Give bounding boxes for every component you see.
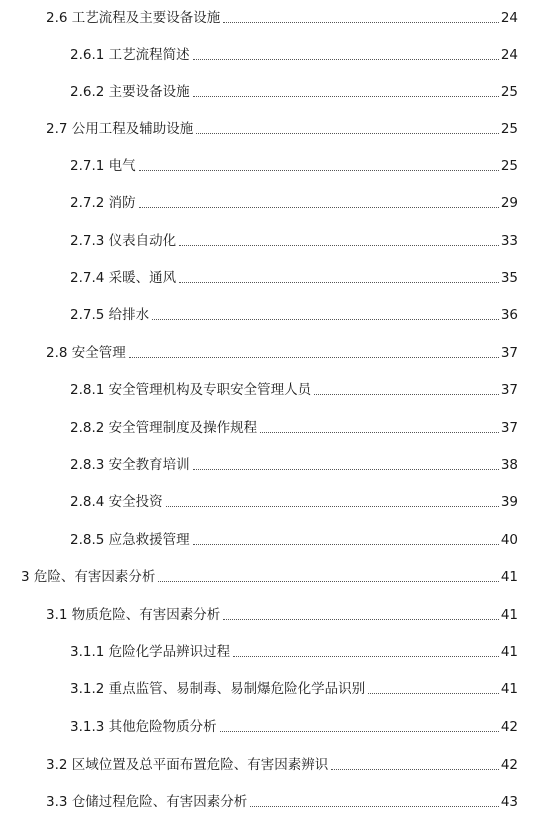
toc-entry-page: 38 (500, 457, 518, 473)
toc-entry-page: 41 (500, 607, 518, 623)
toc-entry-page: 40 (500, 532, 518, 548)
toc-entry-title: 2.8.4 安全投资 (70, 494, 163, 510)
toc-dot-leader (196, 133, 499, 134)
toc-dot-leader (129, 357, 499, 358)
toc-entry-page: 41 (500, 569, 518, 585)
toc-entry[interactable] (70, 456, 518, 474)
toc-dot-leader (223, 22, 499, 23)
toc-dot-leader (331, 769, 499, 770)
toc-entry[interactable] (46, 793, 518, 811)
toc-entry-title: 2.7.1 电气 (70, 158, 136, 174)
toc-entry-page: 43 (500, 794, 518, 810)
toc-entry-page: 25 (500, 158, 518, 174)
toc-dot-leader (368, 693, 499, 694)
toc-dot-leader (193, 544, 499, 545)
toc-entry-title: 3.1.1 危险化学品辨识过程 (70, 644, 231, 660)
toc-entry-title: 3.3 仓储过程危险、有害因素分析 (46, 794, 248, 810)
toc-dot-leader (179, 282, 499, 283)
toc-entry[interactable] (70, 46, 518, 64)
toc-entry-page: 24 (500, 10, 518, 26)
toc-entry-title: 2.7.3 仪表自动化 (70, 233, 177, 249)
toc-entry-title: 2.8.3 安全教育培训 (70, 457, 190, 473)
toc-entry-title: 2.7.5 给排水 (70, 307, 150, 323)
toc-entry[interactable] (70, 157, 518, 175)
toc-entry[interactable] (70, 306, 518, 324)
toc-entry-page: 24 (500, 47, 518, 63)
toc-entry-title: 3 危险、有害因素分析 (21, 569, 156, 585)
toc-entry-title: 3.1 物质危险、有害因素分析 (46, 607, 221, 623)
toc-entry-page: 37 (500, 382, 518, 398)
toc-entry[interactable] (70, 269, 518, 287)
toc-dot-leader (233, 656, 499, 657)
toc-entry-title: 2.6.1 工艺流程简述 (70, 47, 190, 63)
toc-dot-leader (193, 469, 499, 470)
toc-entry-page: 25 (500, 84, 518, 100)
toc-entry-title: 2.7 公用工程及辅助设施 (46, 121, 194, 137)
toc-dot-leader (158, 581, 498, 582)
toc-dot-leader (139, 207, 499, 208)
toc-entry-page: 35 (500, 270, 518, 286)
toc-entry-title: 2.7.4 采暖、通风 (70, 270, 177, 286)
toc-entry-title: 3.1.2 重点监管、易制毒、易制爆危险化学品识别 (70, 681, 366, 697)
toc-entry-page: 41 (500, 644, 518, 660)
toc-dot-leader (223, 619, 499, 620)
toc-entry-page: 36 (500, 307, 518, 323)
toc-entry[interactable] (70, 419, 518, 437)
toc-entry-page: 33 (500, 233, 518, 249)
toc-entry-title: 2.6.2 主要设备设施 (70, 84, 190, 100)
toc-entry-title: 2.8.5 应急救援管理 (70, 532, 190, 548)
toc-dot-leader (260, 432, 499, 433)
toc-entry[interactable] (46, 344, 518, 362)
toc-entry-title: 2.6 工艺流程及主要设备设施 (46, 10, 221, 26)
toc-dot-leader (193, 59, 499, 60)
toc-entry[interactable] (70, 680, 518, 698)
toc-dot-leader (139, 170, 499, 171)
toc-entry[interactable] (70, 83, 518, 101)
toc-dot-leader (193, 96, 499, 97)
toc-entry[interactable] (70, 493, 518, 511)
toc-dot-leader (166, 506, 499, 507)
toc-entry-title: 2.7.2 消防 (70, 195, 136, 211)
toc-dot-leader (250, 806, 499, 807)
toc-entry-page: 39 (500, 494, 518, 510)
toc-entry-page: 42 (500, 757, 518, 773)
toc-entry[interactable] (21, 568, 518, 586)
toc-entry[interactable] (70, 381, 518, 399)
toc-entry[interactable] (46, 606, 518, 624)
toc-entry-page: 37 (500, 345, 518, 361)
toc-entry-page: 37 (500, 420, 518, 436)
toc-entry-title: 2.8 安全管理 (46, 345, 126, 361)
toc-entry[interactable] (70, 194, 518, 212)
toc-entry-page: 25 (500, 121, 518, 137)
toc-dot-leader (220, 731, 499, 732)
toc-entry[interactable] (46, 756, 518, 774)
toc-entry[interactable] (70, 232, 518, 250)
toc-dot-leader (179, 245, 499, 246)
toc-entry[interactable] (46, 9, 518, 27)
toc-entry-page: 29 (500, 195, 518, 211)
toc-entry[interactable] (70, 643, 518, 661)
toc-dot-leader (314, 394, 499, 395)
toc-entry[interactable] (70, 531, 518, 549)
toc-entry-page: 41 (500, 681, 518, 697)
toc-entry-page: 42 (500, 719, 518, 735)
toc-entry-title: 2.8.1 安全管理机构及专职安全管理人员 (70, 382, 312, 398)
toc-entry-title: 3.1.3 其他危险物质分析 (70, 719, 217, 735)
toc-entry-title: 2.8.2 安全管理制度及操作规程 (70, 420, 258, 436)
toc-entry[interactable] (46, 120, 518, 138)
toc-entry-title: 3.2 区域位置及总平面布置危险、有害因素辨识 (46, 757, 329, 773)
toc-dot-leader (152, 319, 499, 320)
toc-entry[interactable] (70, 718, 518, 736)
